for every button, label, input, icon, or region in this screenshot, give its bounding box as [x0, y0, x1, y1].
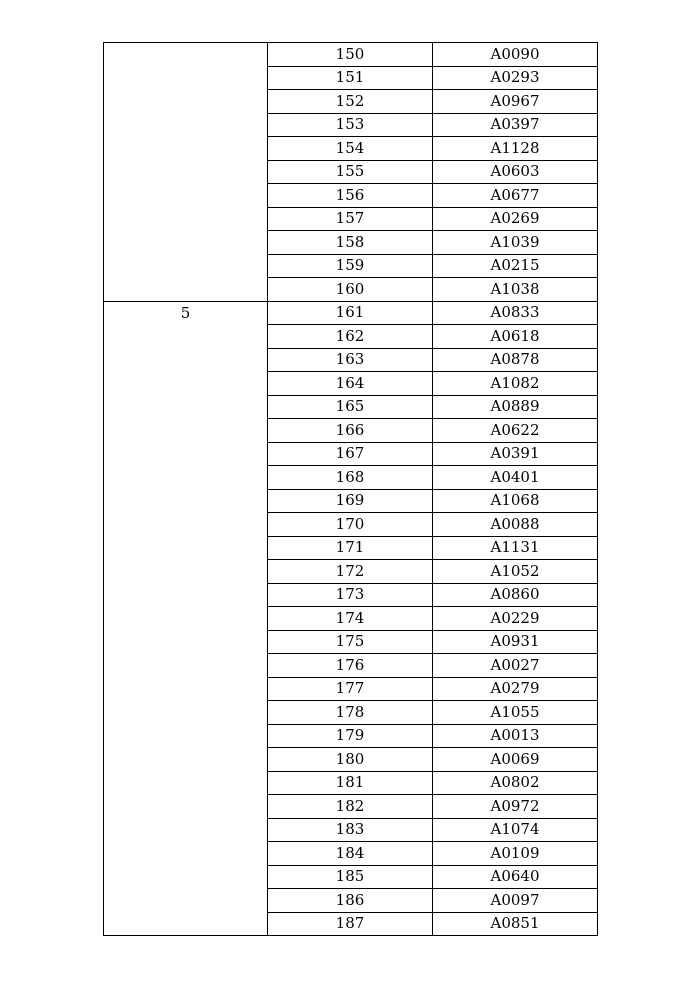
code-cell: A1039 [433, 231, 598, 255]
code-cell: A0027 [433, 654, 598, 678]
code-cell: A0229 [433, 607, 598, 631]
code-cell: A0889 [433, 395, 598, 419]
row-number-cell: 159 [268, 254, 433, 278]
row-number-cell: 157 [268, 207, 433, 231]
row-number-cell: 172 [268, 560, 433, 584]
row-number-cell: 187 [268, 912, 433, 936]
row-number-cell: 168 [268, 466, 433, 490]
table-body [104, 43, 598, 936]
row-number-cell: 181 [268, 771, 433, 795]
row-number-cell: 180 [268, 748, 433, 772]
row-number-cell: 173 [268, 583, 433, 607]
code-cell: A1128 [433, 137, 598, 161]
row-number-cell: 165 [268, 395, 433, 419]
code-cell: A1074 [433, 818, 598, 842]
code-cell: A0069 [433, 748, 598, 772]
code-cell: A0878 [433, 348, 598, 372]
row-number-cell: 183 [268, 818, 433, 842]
row-number-cell: 170 [268, 513, 433, 537]
row-number-cell: 155 [268, 160, 433, 184]
row-number-cell: 160 [268, 278, 433, 302]
group-cell: 5 [104, 301, 268, 936]
code-cell: A0215 [433, 254, 598, 278]
code-cell: A0090 [433, 43, 598, 67]
row-number-cell: 169 [268, 489, 433, 513]
row-number-cell: 171 [268, 536, 433, 560]
code-cell: A1082 [433, 372, 598, 396]
code-cell: A0013 [433, 724, 598, 748]
row-number-cell: 161 [268, 301, 433, 325]
code-cell: A0109 [433, 842, 598, 866]
code-cell: A0931 [433, 630, 598, 654]
code-cell: A0967 [433, 90, 598, 114]
row-number-cell: 154 [268, 137, 433, 161]
row-number-cell: 156 [268, 184, 433, 208]
row-number-cell: 166 [268, 419, 433, 443]
code-cell: A0972 [433, 795, 598, 819]
code-cell: A0401 [433, 466, 598, 490]
code-cell: A0603 [433, 160, 598, 184]
code-cell: A0391 [433, 442, 598, 466]
row-number-cell: 162 [268, 325, 433, 349]
code-cell: A1131 [433, 536, 598, 560]
table-row [104, 43, 598, 67]
code-cell: A0677 [433, 184, 598, 208]
row-number-cell: 153 [268, 113, 433, 137]
row-number-cell: 186 [268, 889, 433, 913]
row-number-cell: 174 [268, 607, 433, 631]
code-cell: A0397 [433, 113, 598, 137]
row-number-cell: 178 [268, 701, 433, 725]
code-cell: A0640 [433, 865, 598, 889]
row-number-cell: 182 [268, 795, 433, 819]
code-cell: A0802 [433, 771, 598, 795]
code-cell: A1055 [433, 701, 598, 725]
code-cell: A0851 [433, 912, 598, 936]
row-number-cell: 175 [268, 630, 433, 654]
code-cell: A1052 [433, 560, 598, 584]
table-row [104, 301, 598, 325]
row-number-cell: 163 [268, 348, 433, 372]
data-table [103, 42, 598, 936]
row-number-cell: 151 [268, 66, 433, 90]
row-number-cell: 152 [268, 90, 433, 114]
code-cell: A0269 [433, 207, 598, 231]
row-number-cell: 176 [268, 654, 433, 678]
row-number-cell: 164 [268, 372, 433, 396]
row-number-cell: 177 [268, 677, 433, 701]
code-cell: A1068 [433, 489, 598, 513]
group-cell [104, 43, 268, 302]
row-number-cell: 150 [268, 43, 433, 67]
code-cell: A0088 [433, 513, 598, 537]
code-cell: A0279 [433, 677, 598, 701]
code-cell: A0860 [433, 583, 598, 607]
code-cell: A0293 [433, 66, 598, 90]
document-page [103, 42, 597, 936]
row-number-cell: 184 [268, 842, 433, 866]
code-cell: A0618 [433, 325, 598, 349]
code-cell: A0097 [433, 889, 598, 913]
row-number-cell: 185 [268, 865, 433, 889]
code-cell: A0622 [433, 419, 598, 443]
code-cell: A0833 [433, 301, 598, 325]
code-cell: A1038 [433, 278, 598, 302]
row-number-cell: 158 [268, 231, 433, 255]
row-number-cell: 167 [268, 442, 433, 466]
row-number-cell: 179 [268, 724, 433, 748]
